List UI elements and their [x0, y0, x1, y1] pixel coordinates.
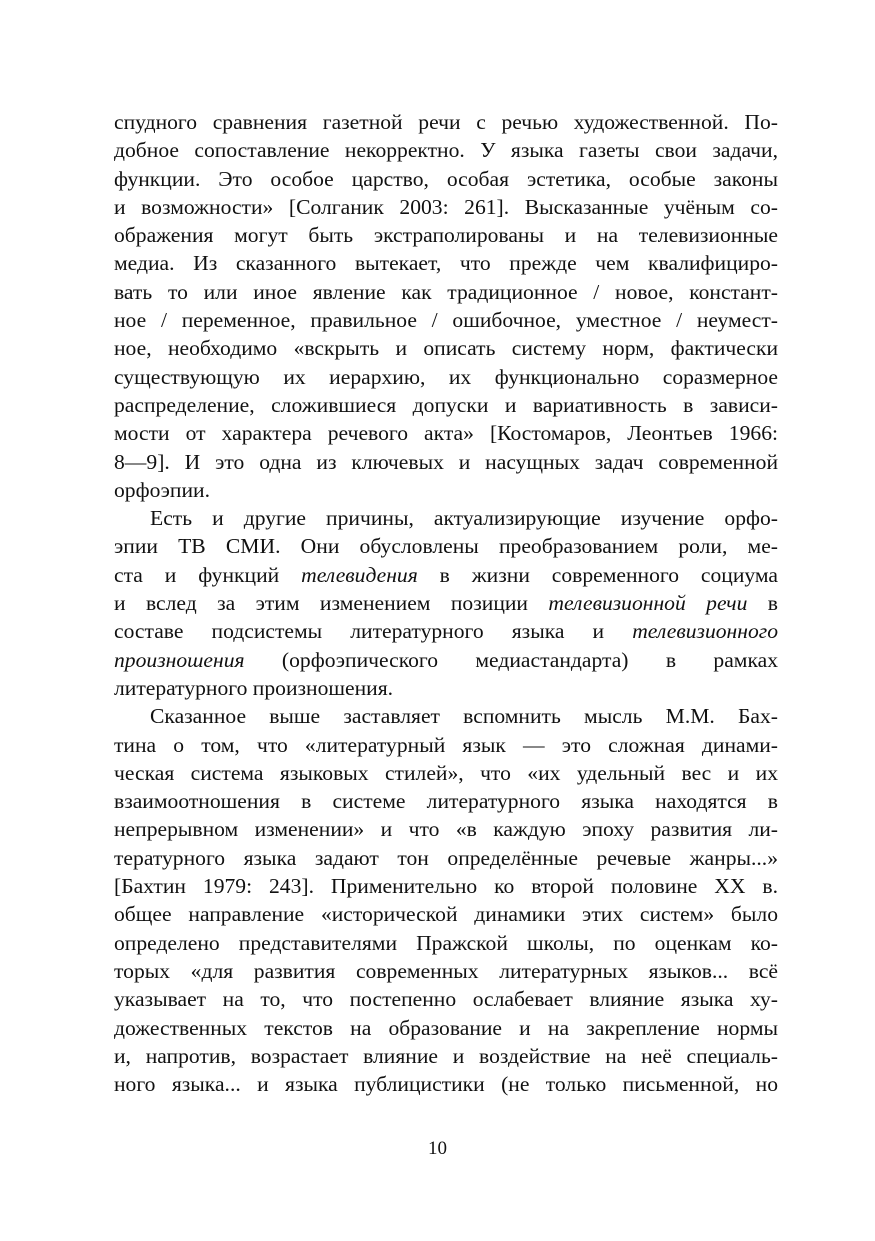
- text-run: [Бахтин 1979: 243]. Применительно ко второй половине XX в.: [114, 874, 778, 899]
- text-line: [114, 561, 778, 589]
- text-line: [114, 929, 778, 957]
- text-run: и, напротив, возрастает влияние и воздействие на неё специаль-: [114, 1043, 778, 1068]
- text-line: [114, 476, 778, 504]
- text-line: [114, 787, 778, 815]
- text-line: [114, 278, 778, 306]
- text-run: спудного сравнения газетной речи с речью художественной. По-: [114, 110, 778, 134]
- text-run: ста и функций: [114, 562, 302, 587]
- text-run: медиа. Из сказанного вытекает, что прежде чем квалифициро-: [114, 251, 778, 276]
- text-line: [114, 731, 778, 759]
- text-line: [114, 448, 778, 476]
- text-run: 8—9]. И это одна из ключевых и насущных задач современной: [114, 449, 778, 474]
- paragraph: [114, 504, 778, 702]
- text-run: Есть и другие причины, актуализирующие изучение орфо-: [150, 506, 778, 531]
- text-run: указывает на то, что постепенно ослабевает влияние языка ху-: [114, 987, 778, 1012]
- text-run: существующую их иерархию, их функционально соразмерное: [114, 364, 778, 389]
- text-run: орфоэпии.: [114, 477, 210, 502]
- text-run: взаимоотношения в системе литературного языка находятся в: [114, 789, 778, 814]
- text-line: [114, 872, 778, 900]
- italic-term: произношения: [114, 647, 245, 672]
- text-line: [114, 165, 778, 193]
- text-line: [114, 759, 778, 787]
- text-line: [114, 674, 778, 702]
- text-run: непрерывном изменении» и что «в каждую эпоху развития ли-: [114, 817, 778, 842]
- text-line: [114, 646, 778, 674]
- italic-term: телевизионной речи: [548, 591, 748, 616]
- text-run: составе подсистемы литературного языка и: [114, 619, 633, 644]
- text-line: [114, 1014, 778, 1042]
- text-line: [114, 1042, 778, 1070]
- paragraph: [114, 702, 778, 1098]
- page-number: 10: [428, 1138, 447, 1159]
- text-line: [114, 334, 778, 362]
- text-run: эпии ТВ СМИ. Они обусловлены преобразованием роли, ме-: [114, 534, 778, 559]
- text-run: ное, необходимо «вскрыть и описать систему норм, фактически: [114, 336, 778, 361]
- text-run: мости от характера речевого акта» [Костомаров, Леонтьев 1966:: [114, 421, 778, 446]
- text-run: Сказанное выше заставляет вспомнить мысль М.М. Бах-: [150, 704, 778, 729]
- text-run: общее направление «исторической динамики этих систем» было: [114, 902, 778, 927]
- text-run: и вслед за этим изменением позиции: [114, 591, 549, 616]
- body-text: [114, 108, 778, 1098]
- text-run: вать то или иное явление как традиционное / новое, констант-: [114, 279, 778, 304]
- text-line: [114, 589, 778, 617]
- text-line: [114, 617, 778, 645]
- text-line: [114, 193, 778, 221]
- text-line: [114, 419, 778, 447]
- text-line: [114, 900, 778, 928]
- text-line: [114, 532, 778, 560]
- text-line: [114, 702, 778, 730]
- text-line: [114, 1070, 778, 1098]
- text-line: [114, 108, 778, 136]
- text-run: ное / переменное, правильное / ошибочное, уместное / неумест-: [114, 308, 778, 333]
- text-run: (орфоэпического медиастандарта) в рамках: [244, 647, 778, 672]
- text-line: [114, 249, 778, 277]
- italic-term: телевидения: [301, 562, 418, 587]
- text-run: добное сопоставление некорректно. У языка газеты свои задачи,: [114, 138, 778, 163]
- text-line: [114, 221, 778, 249]
- text-line: [114, 844, 778, 872]
- text-line: [114, 815, 778, 843]
- text-line: [114, 985, 778, 1013]
- text-line: [114, 957, 778, 985]
- text-run: определено представителями Пражской школы, по оценкам ко-: [114, 930, 778, 955]
- text-run: торых «для развития современных литературных языков... всё: [114, 958, 778, 983]
- text-line: [114, 504, 778, 532]
- text-run: литературного произношения.: [114, 675, 394, 700]
- paragraph: [114, 108, 778, 504]
- text-run: ного языка... и языка публицистики (не только письменной, но: [114, 1072, 778, 1097]
- text-line: [114, 391, 778, 419]
- text-run: функции. Это особое царство, особая эстетика, особые законы: [114, 166, 778, 191]
- text-run: ображения могут быть экстраполированы и на телевизионные: [114, 223, 778, 248]
- text-line: [114, 306, 778, 334]
- text-run: распределение, сложившиеся допуски и вариативность в зависи-: [114, 392, 778, 417]
- text-run: тина о том, что «литературный язык — это сложная динами-: [114, 732, 778, 757]
- text-run: в: [747, 591, 778, 616]
- text-run: дожественных текстов на образование и на закрепление нормы: [114, 1015, 778, 1040]
- text-line: [114, 136, 778, 164]
- text-run: тературного языка задают тон определённые речевые жанры...»: [114, 845, 778, 870]
- text-line: [114, 363, 778, 391]
- text-run: и возможности» [Солганик 2003: 261]. Высказанные учёным со-: [114, 194, 778, 219]
- text-run: ческая система языковых стилей», что «их удельный вес и их: [114, 760, 778, 785]
- italic-term: телевизионного: [632, 619, 778, 644]
- text-run: в жизни современного социума: [417, 562, 779, 587]
